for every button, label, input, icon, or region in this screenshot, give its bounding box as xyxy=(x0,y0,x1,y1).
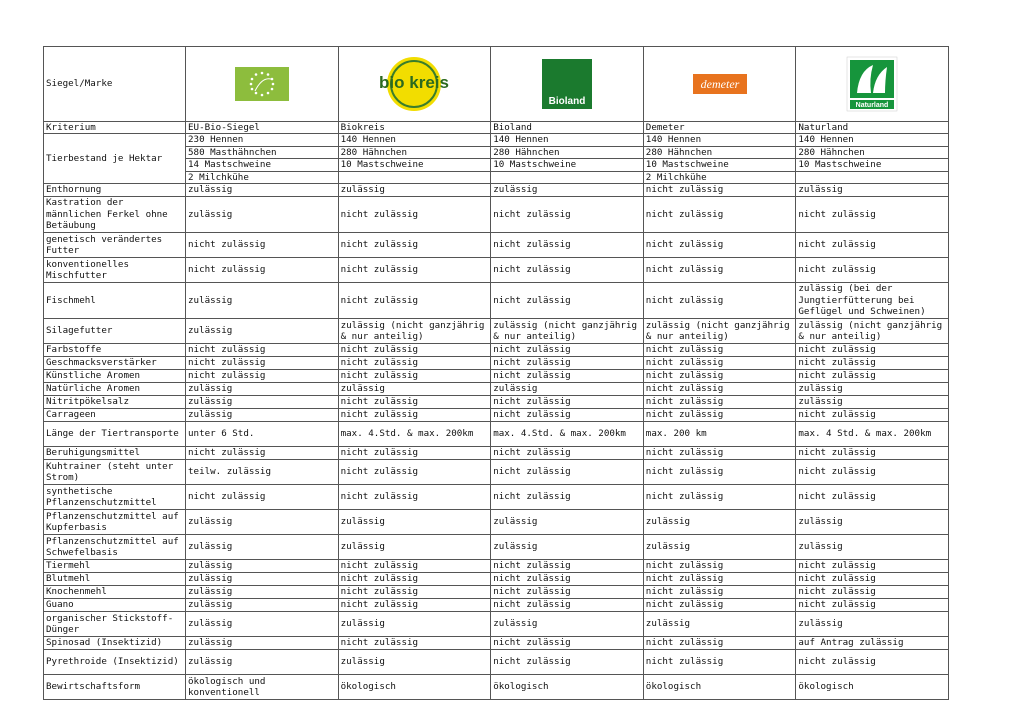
table-cell: zulässig xyxy=(186,396,339,409)
table-cell: unter 6 Std. xyxy=(186,422,339,447)
row-label: Beruhigungsmittel xyxy=(44,447,186,460)
row-label: Knochenmehl xyxy=(44,586,186,599)
table-cell: nicht zulässig xyxy=(643,560,796,573)
table-cell: nicht zulässig xyxy=(643,460,796,485)
table-cell: nicht zulässig xyxy=(186,370,339,383)
table-cell: 10 Mastschweine xyxy=(338,159,491,171)
table-cell: nicht zulässig xyxy=(338,283,491,319)
table-cell: zulässig xyxy=(338,612,491,637)
table-cell: zulässig xyxy=(491,383,644,396)
eu-bio-logo-cell xyxy=(186,47,339,122)
table-cell: nicht zulässig xyxy=(796,560,949,573)
table-cell: nicht zulässig xyxy=(643,370,796,383)
table-cell: nicht zulässig xyxy=(186,258,339,283)
table-cell: 280 Hähnchen xyxy=(491,146,644,158)
table-cell: nicht zulässig xyxy=(491,233,644,258)
table-cell: zulässig xyxy=(338,383,491,396)
table-row xyxy=(44,650,949,675)
table-cell: nicht zulässig xyxy=(491,447,644,460)
table-cell: max. 200 km xyxy=(643,422,796,447)
table-cell: zulässig (nicht ganzjährig & nur anteilig) xyxy=(491,319,644,344)
table-row xyxy=(44,586,949,599)
table-cell: max. 4.Std. & max. 200km xyxy=(491,422,644,447)
table-cell: 10 Mastschweine xyxy=(491,159,644,171)
row-label: Nitritpökelsalz xyxy=(44,396,186,409)
table-cell: zulässig xyxy=(186,283,339,319)
table-cell: zulässig xyxy=(186,383,339,396)
table-cell: nicht zulässig xyxy=(338,357,491,370)
table-cell: nicht zulässig xyxy=(186,233,339,258)
table-cell: zulässig xyxy=(796,612,949,637)
table-row xyxy=(44,396,949,409)
table-cell: nicht zulässig xyxy=(796,485,949,510)
row-label: Enthornung xyxy=(44,184,186,197)
row-label: Künstliche Aromen xyxy=(44,370,186,383)
table-cell: zulässig (nicht ganzjährig & nur anteilig) xyxy=(643,319,796,344)
row-label: Pflanzenschutzmittel auf Kupferbasis xyxy=(44,510,186,535)
table-cell: nicht zulässig xyxy=(186,357,339,370)
table-cell: auf Antrag zulässig xyxy=(796,637,949,650)
table-cell: nicht zulässig xyxy=(338,586,491,599)
table-cell: teilw. zulässig xyxy=(186,460,339,485)
table-cell: zulässig xyxy=(186,319,339,344)
table-cell: ökologisch xyxy=(643,675,796,700)
table-cell: zulässig xyxy=(186,573,339,586)
table-cell: ökologisch xyxy=(491,675,644,700)
table-row xyxy=(44,383,949,396)
table-cell: nicht zulässig xyxy=(643,573,796,586)
table-cell: nicht zulässig xyxy=(491,344,644,357)
table-cell: nicht zulässig xyxy=(643,485,796,510)
table-cell: ökologisch und konventionell xyxy=(186,675,339,700)
table-cell: nicht zulässig xyxy=(338,637,491,650)
row-label: organischer Stickstoff-Dünger xyxy=(44,612,186,637)
table-cell: nicht zulässig xyxy=(338,447,491,460)
row-label: Kastration der männlichen Ferkel ohne Betäubung xyxy=(44,197,186,233)
table-cell: zulässig xyxy=(796,535,949,560)
row-label: Guano xyxy=(44,599,186,612)
table-row xyxy=(44,233,949,258)
logo-row xyxy=(44,47,949,122)
table-row xyxy=(44,560,949,573)
eu-bio-logo-icon xyxy=(235,67,289,101)
table-cell: zulässig xyxy=(643,535,796,560)
table-cell: nicht zulässig xyxy=(186,485,339,510)
table-cell: zulässig xyxy=(186,197,339,233)
table-cell: nicht zulässig xyxy=(491,560,644,573)
table-cell: nicht zulässig xyxy=(491,485,644,510)
table-cell: zulässig xyxy=(491,510,644,535)
table-cell: nicht zulässig xyxy=(643,357,796,370)
table-cell: nicht zulässig xyxy=(491,599,644,612)
table-cell: nicht zulässig xyxy=(338,258,491,283)
row-label: Pflanzenschutzmittel auf Schwefelbasis xyxy=(44,535,186,560)
table-row xyxy=(44,422,949,447)
table-cell: zulässig xyxy=(186,599,339,612)
table-row xyxy=(44,319,949,344)
tierbestand-row xyxy=(44,134,949,146)
table-cell: zulässig (bei der Jungtierfütterung bei Geflügel und Schweinen) xyxy=(796,283,949,319)
bioland-logo-cell xyxy=(491,47,644,122)
table-cell: nicht zulässig xyxy=(796,460,949,485)
table-cell: nicht zulässig xyxy=(643,197,796,233)
table-cell: 2 Milchkühe xyxy=(643,171,796,183)
table-cell: zulässig xyxy=(186,637,339,650)
biokreis-logo-icon xyxy=(379,56,450,112)
row-label: Blutmehl xyxy=(44,573,186,586)
table-cell: nicht zulässig xyxy=(796,650,949,675)
table-cell: zulässig xyxy=(491,612,644,637)
row-label: Tiermehl xyxy=(44,560,186,573)
table-cell: nicht zulässig xyxy=(643,447,796,460)
table-row xyxy=(44,460,949,485)
table-row xyxy=(44,370,949,383)
row-label: Natürliche Aromen xyxy=(44,383,186,396)
table-cell: zulässig (nicht ganzjährig & nur anteilig) xyxy=(796,319,949,344)
table-cell: nicht zulässig xyxy=(796,258,949,283)
table-row xyxy=(44,675,949,700)
table-cell: 2 Milchkühe xyxy=(186,171,339,183)
biokreis-logo-text: bio kreis xyxy=(379,73,450,92)
table-cell: zulässig xyxy=(491,184,644,197)
table-cell: zulässig xyxy=(796,184,949,197)
comparison-table xyxy=(43,46,949,700)
table-cell: nicht zulässig xyxy=(796,344,949,357)
table-row xyxy=(44,258,949,283)
table-cell: nicht zulässig xyxy=(796,233,949,258)
table-cell: nicht zulässig xyxy=(796,409,949,422)
table-cell: zulässig xyxy=(186,560,339,573)
table-cell: zulässig xyxy=(338,184,491,197)
row-label: synthetische Pflanzenschutzmittel xyxy=(44,485,186,510)
row-label: Silagefutter xyxy=(44,319,186,344)
table-cell: zulässig xyxy=(796,383,949,396)
table-cell: 140 Hennen xyxy=(796,134,949,146)
table-cell: ökologisch xyxy=(796,675,949,700)
table-cell: nicht zulässig xyxy=(338,599,491,612)
table-cell: 580 Masthähnchen xyxy=(186,146,339,158)
row-label: Carrageen xyxy=(44,409,186,422)
table-cell: nicht zulässig xyxy=(491,197,644,233)
table-cell: nicht zulässig xyxy=(796,599,949,612)
table-row xyxy=(44,535,949,560)
table-cell: nicht zulässig xyxy=(796,573,949,586)
table-row xyxy=(44,184,949,197)
table-cell: zulässig xyxy=(186,612,339,637)
table-cell: nicht zulässig xyxy=(796,370,949,383)
table-cell: zulässig xyxy=(338,535,491,560)
table-cell: nicht zulässig xyxy=(491,650,644,675)
table-cell: 230 Hennen xyxy=(186,134,339,146)
table-cell: max. 4 Std. & max. 200km xyxy=(796,422,949,447)
table-row xyxy=(44,447,949,460)
table-cell: zulässig xyxy=(338,650,491,675)
table-cell: nicht zulässig xyxy=(796,197,949,233)
table-cell: 140 Hennen xyxy=(643,134,796,146)
table-cell: zulässig xyxy=(186,586,339,599)
table-cell: zulässig (nicht ganzjährig & nur anteilig) xyxy=(338,319,491,344)
table-cell: max. 4.Std. & max. 200km xyxy=(338,422,491,447)
table-cell: zulässig xyxy=(186,409,339,422)
table-cell: 140 Hennen xyxy=(338,134,491,146)
table-cell: nicht zulässig xyxy=(643,344,796,357)
table-cell: nicht zulässig xyxy=(643,233,796,258)
naturland-logo-text: Naturland xyxy=(855,102,889,109)
table-cell: 140 Hennen xyxy=(491,134,644,146)
row-label: Bewirtschaftsform xyxy=(44,675,186,700)
table-cell: nicht zulässig xyxy=(338,409,491,422)
table-row xyxy=(44,510,949,535)
table-cell: nicht zulässig xyxy=(796,447,949,460)
naturland-logo-icon xyxy=(847,57,897,111)
table-cell: nicht zulässig xyxy=(338,197,491,233)
table-row xyxy=(44,485,949,510)
table-cell: zulässig xyxy=(796,396,949,409)
table-cell: 10 Mastschweine xyxy=(643,159,796,171)
table-cell: nicht zulässig xyxy=(491,409,644,422)
table-cell xyxy=(338,171,491,183)
row-label: konventionelles Mischfutter xyxy=(44,258,186,283)
table-cell: nicht zulässig xyxy=(643,258,796,283)
row-label: Tierbestand je Hektar xyxy=(44,134,186,184)
table-row xyxy=(44,573,949,586)
table-cell: nicht zulässig xyxy=(491,258,644,283)
table-cell: zulässig xyxy=(186,510,339,535)
table-cell: 280 Hähnchen xyxy=(796,146,949,158)
biokreis-logo-cell xyxy=(338,47,491,122)
column-header: Kriterium xyxy=(44,122,186,134)
table-cell: nicht zulässig xyxy=(338,560,491,573)
table-cell: nicht zulässig xyxy=(338,485,491,510)
table-cell: nicht zulässig xyxy=(338,460,491,485)
table-cell: nicht zulässig xyxy=(491,460,644,485)
table-row xyxy=(44,637,949,650)
table-cell: 14 Mastschweine xyxy=(186,159,339,171)
table-cell: nicht zulässig xyxy=(491,573,644,586)
table-cell: nicht zulässig xyxy=(338,396,491,409)
table-cell: nicht zulässig xyxy=(338,370,491,383)
table-cell: nicht zulässig xyxy=(338,233,491,258)
table-row xyxy=(44,197,949,233)
table-cell: nicht zulässig xyxy=(643,409,796,422)
table-cell: 10 Mastschweine xyxy=(796,159,949,171)
table-cell: zulässig xyxy=(796,510,949,535)
table-cell: nicht zulässig xyxy=(643,586,796,599)
table-cell: nicht zulässig xyxy=(491,586,644,599)
naturland-logo-cell xyxy=(796,47,949,122)
table-cell: nicht zulässig xyxy=(796,357,949,370)
table-cell: zulässig xyxy=(643,510,796,535)
table-cell: zulässig xyxy=(186,184,339,197)
column-header: EU-Bio-Siegel xyxy=(186,122,339,134)
table-cell: zulässig xyxy=(491,535,644,560)
demeter-logo-text: demeter xyxy=(700,77,739,91)
table-cell: nicht zulässig xyxy=(491,357,644,370)
table-cell: zulässig xyxy=(186,535,339,560)
table-cell: nicht zulässig xyxy=(491,396,644,409)
table-cell: nicht zulässig xyxy=(643,650,796,675)
row-label: Spinosad (Insektizid) xyxy=(44,637,186,650)
column-header: Biokreis xyxy=(338,122,491,134)
table-cell: nicht zulässig xyxy=(338,573,491,586)
row-label: genetisch verändertes Futter xyxy=(44,233,186,258)
column-header: Demeter xyxy=(643,122,796,134)
table-row xyxy=(44,344,949,357)
table-cell: nicht zulässig xyxy=(643,396,796,409)
table-row xyxy=(44,612,949,637)
bioland-logo-text: Bioland xyxy=(548,96,586,107)
table-cell: 280 Hähnchen xyxy=(338,146,491,158)
table-cell: zulässig xyxy=(186,650,339,675)
table-cell: nicht zulässig xyxy=(796,586,949,599)
row-label: Kuhtrainer (steht unter Strom) xyxy=(44,460,186,485)
row-label: Farbstoffe xyxy=(44,344,186,357)
table-cell: nicht zulässig xyxy=(491,637,644,650)
table-cell: nicht zulässig xyxy=(643,283,796,319)
table-cell: nicht zulässig xyxy=(338,344,491,357)
table-row xyxy=(44,409,949,422)
table-row xyxy=(44,357,949,370)
bioland-logo-icon xyxy=(542,59,592,109)
table-cell: 280 Hähnchen xyxy=(643,146,796,158)
table-cell: nicht zulässig xyxy=(186,447,339,460)
table-cell: ökologisch xyxy=(338,675,491,700)
table-cell: zulässig xyxy=(643,612,796,637)
row-label: Länge der Tiertransporte xyxy=(44,422,186,447)
table-cell xyxy=(491,171,644,183)
table-cell: nicht zulässig xyxy=(491,283,644,319)
row-label: Pyrethroide (Insektizid) xyxy=(44,650,186,675)
table-cell: nicht zulässig xyxy=(643,599,796,612)
table-cell: nicht zulässig xyxy=(643,383,796,396)
siegel-label: Siegel/Marke xyxy=(44,47,186,122)
column-header-row xyxy=(44,122,949,134)
table-row xyxy=(44,599,949,612)
table-cell: nicht zulässig xyxy=(643,184,796,197)
table-row xyxy=(44,283,949,319)
row-label: Fischmehl xyxy=(44,283,186,319)
column-header: Bioland xyxy=(491,122,644,134)
demeter-logo-icon xyxy=(693,74,747,94)
table-cell: nicht zulässig xyxy=(186,344,339,357)
row-label: Geschmacksverstärker xyxy=(44,357,186,370)
table-cell: nicht zulässig xyxy=(643,637,796,650)
table-cell: nicht zulässig xyxy=(491,370,644,383)
table-cell xyxy=(796,171,949,183)
demeter-logo-cell xyxy=(643,47,796,122)
column-header: Naturland xyxy=(796,122,949,134)
table-cell: zulässig xyxy=(338,510,491,535)
